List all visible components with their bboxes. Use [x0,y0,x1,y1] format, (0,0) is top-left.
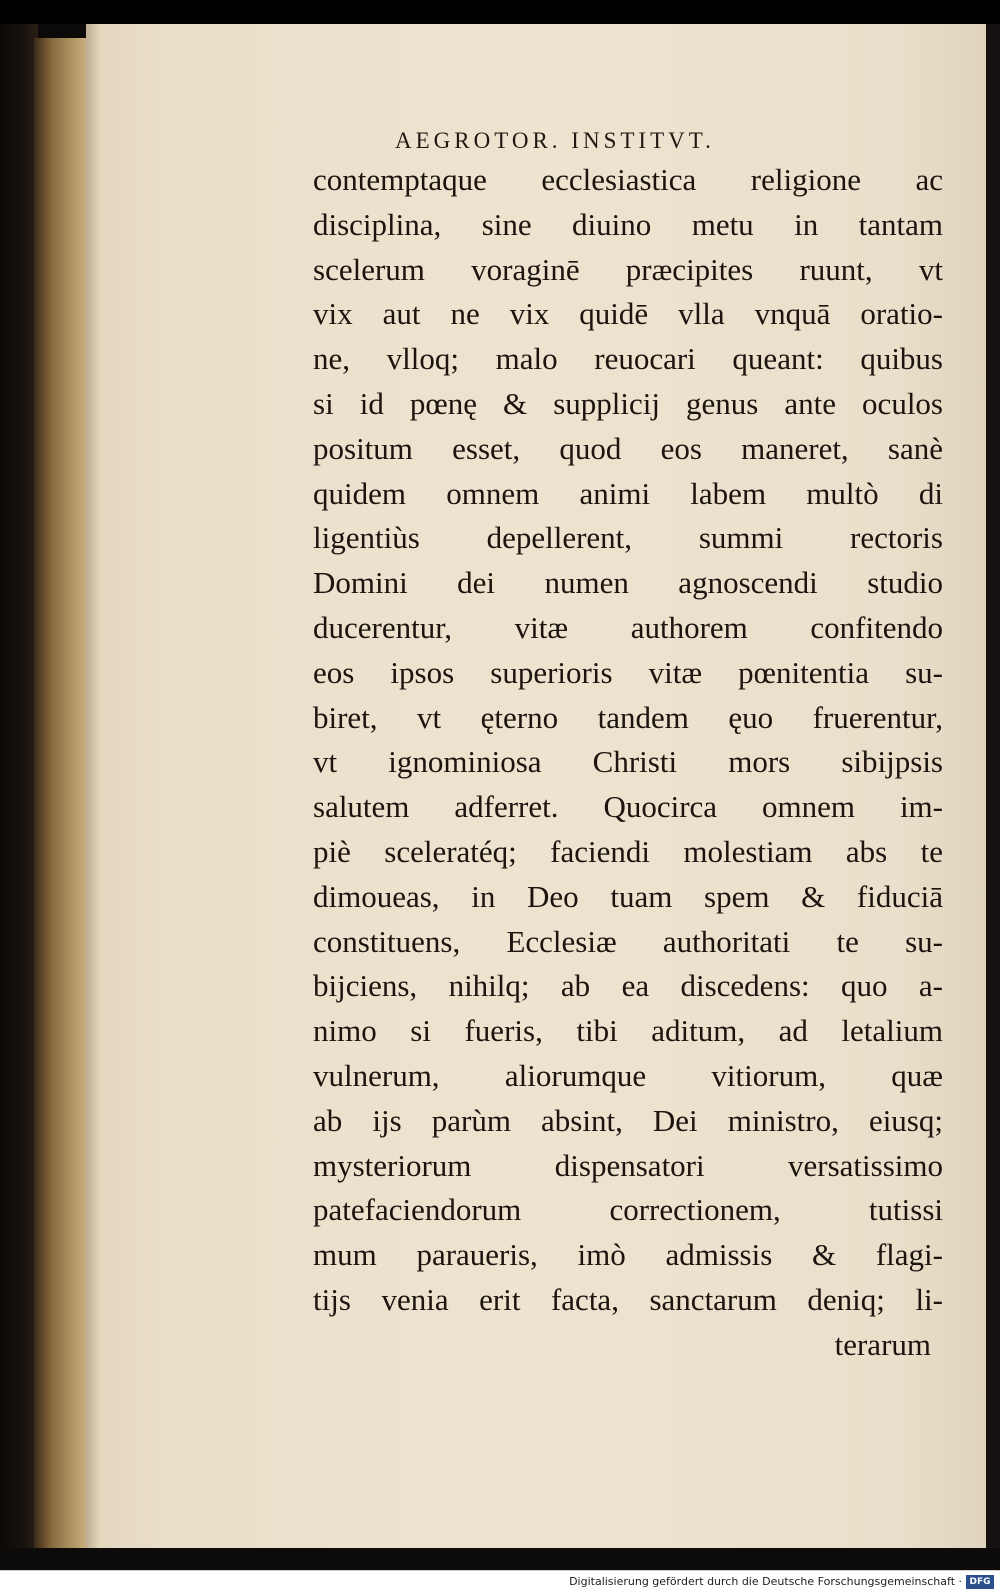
scan-top-border [0,0,1000,24]
dfg-logo-icon: DFG [966,1575,994,1589]
text-line: ne, vlloq; malo reuocari queant: quibus [313,341,943,377]
text-line: eos ipsos superioris vitæ pœnitentia su- [313,654,943,690]
text-line: si id pœnę & supplicij genus ante oculos [313,385,943,421]
text-line: positum esset, quod eos maneret, sanè [313,430,943,466]
text-line: quidem omnem animi labem multò di [313,475,943,511]
text-line: constituens, Ecclesiæ authoritati te su- [313,923,943,959]
funding-notice: Digitalisierung gefördert durch die Deutsche Forschungsgemeinschaft · [569,1575,962,1588]
text-line: vix aut ne vix quidē vlla vnquā oratio- [313,296,943,332]
text-line: tijs venia erit facta, sanctarum deniq; li- [313,1281,943,1317]
text-line: biret, vt ęterno tandem ęuo fruerentur, [313,699,943,735]
digitization-footer [0,1570,1000,1595]
catchword: terarum [834,1326,931,1362]
scan-right-border [986,24,1000,1560]
text-line: ligentiùs depellerent, summi rectoris [313,520,943,556]
text-line: bijciens, nihilq; ab ea discedens: quo a- [313,968,943,1004]
text-line: nimo si fueris, tibi aditum, ad letalium [313,1013,943,1049]
scan-bottom-border [0,1548,1000,1570]
text-line: scelerum voraginē præcipites ruunt, vt [313,251,943,287]
text-line: disciplina, sine diuino metu in tantam [313,206,943,242]
text-line: vt ignominiosa Christi mors sibijpsis [313,744,943,780]
text-line: vulnerum, aliorumque vitiorum, quæ [313,1057,943,1093]
page-gutter-shadow [86,24,100,1548]
text-line: mysteriorum dispensatori versatissimo [313,1147,943,1183]
text-line: dimoueas, in Deo tuam spem & fiduciā [313,878,943,914]
text-line: mum paraueris, imò admissis & flagi- [313,1237,943,1273]
text-line: Domini dei numen agnoscendi studio [313,565,943,601]
text-line: contemptaque ecclesiastica religione ac [313,162,943,197]
page-edge-underneath [34,38,94,1556]
text-line: piè sceleratéq; faciendi molestiam abs te [313,833,943,869]
scan-left-border [0,24,38,1560]
text-line: ducerentur, vitæ authorem confitendo [313,609,943,645]
text-line: ab ijs parùm absint, Dei ministro, eiusq; [313,1102,943,1138]
text-line: patefaciendorum correctionem, tutissi [313,1192,943,1228]
running-head: AEGROTOR. INSTITVT. [395,128,715,153]
main-text-block [313,158,943,1368]
text-line: salutem adferret. Quocirca omnem im- [313,789,943,825]
